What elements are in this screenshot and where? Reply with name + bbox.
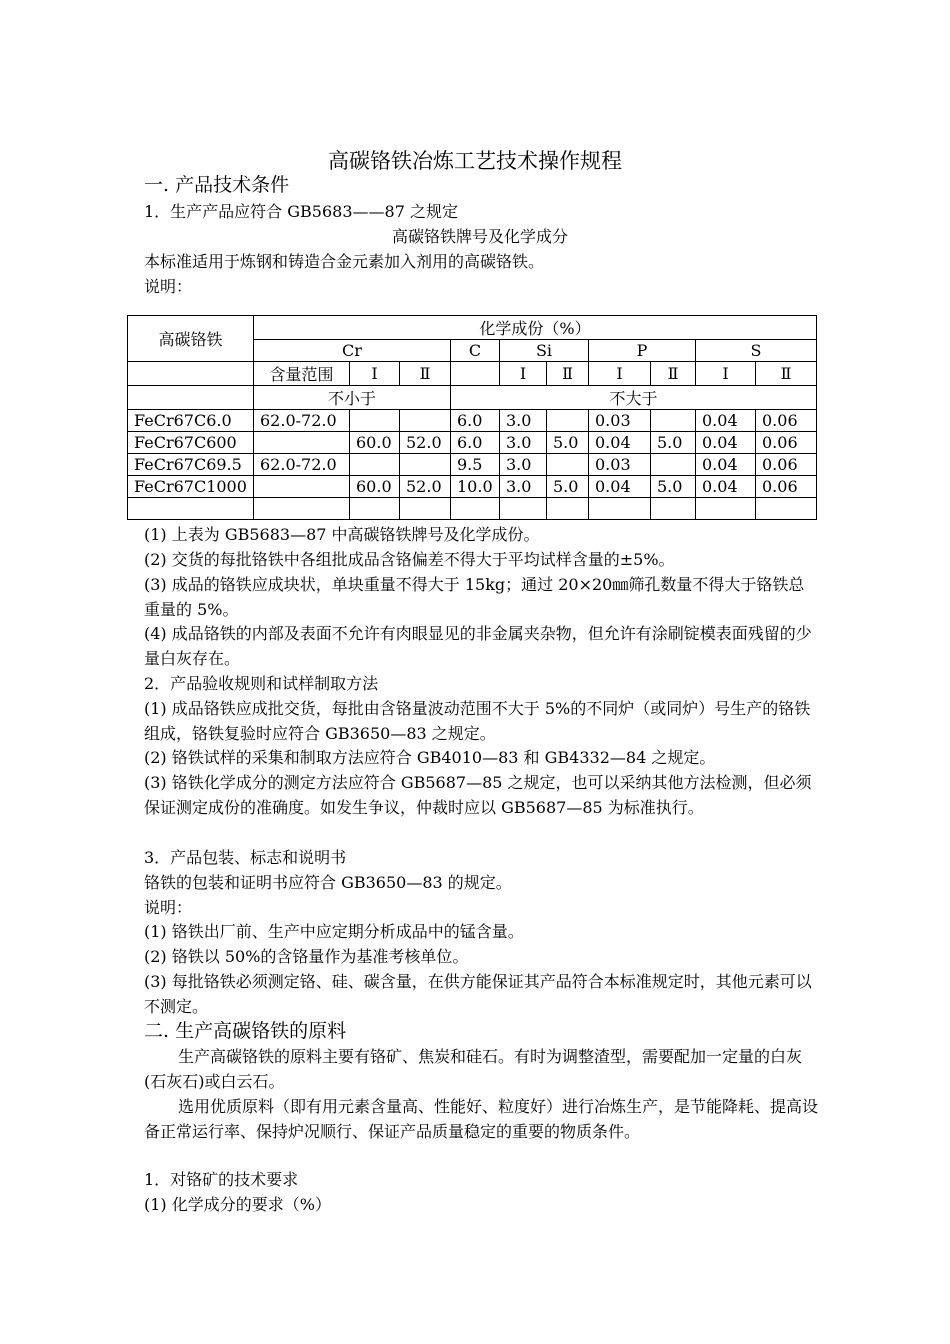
table-cell: 0.04 bbox=[589, 432, 651, 454]
table-row bbox=[128, 476, 817, 498]
section1-heading: 一. 产品技术条件 bbox=[144, 174, 290, 196]
table-cell: 10.0 bbox=[451, 476, 500, 498]
element-cr: Cr bbox=[254, 340, 451, 362]
table-cell bbox=[350, 498, 400, 520]
scope-text: 本标准适用于炼钢和铸造合金元素加入剂用的高碳铬铁。 bbox=[144, 252, 545, 271]
item3-text: 铬铁的包装和证明书应符合 GB3650—83 的规定。 bbox=[144, 873, 512, 892]
grade-name: FeCr67C1000 bbox=[128, 476, 254, 498]
item2-heading: 2．产品验收规则和试样制取方法 bbox=[144, 674, 379, 693]
table-cell: 0.04 bbox=[696, 476, 756, 498]
table-cell: 0.03 bbox=[589, 454, 651, 476]
si-grade1: Ⅰ bbox=[500, 362, 547, 386]
p-grade1: Ⅰ bbox=[589, 362, 651, 386]
table-row bbox=[128, 498, 817, 520]
table-cell: 52.0 bbox=[400, 476, 451, 498]
table-cell bbox=[547, 454, 589, 476]
table-cell bbox=[254, 432, 350, 454]
table-row bbox=[128, 432, 817, 454]
table-cell bbox=[651, 410, 696, 432]
table-cell bbox=[350, 454, 400, 476]
table-cell bbox=[128, 498, 254, 520]
not-more-than-label: 不大于 bbox=[451, 386, 817, 410]
s-grade2: Ⅱ bbox=[756, 362, 817, 386]
table-cell bbox=[589, 498, 651, 520]
element-si: Si bbox=[500, 340, 589, 362]
table-cell bbox=[500, 498, 547, 520]
table-cell bbox=[451, 498, 500, 520]
table-cell: 62.0-72.0 bbox=[254, 454, 350, 476]
item2-note2: (2) 铬铁试样的采集和制取方法应符合 GB4010—83 和 GB4332—84 之规定。 bbox=[144, 748, 716, 767]
grade-name: FeCr67C6.0 bbox=[128, 410, 254, 432]
si-grade2: Ⅱ bbox=[547, 362, 589, 386]
table-cell bbox=[651, 498, 696, 520]
table-cell: 0.04 bbox=[696, 432, 756, 454]
table-cell: 0.06 bbox=[756, 410, 817, 432]
section2-paragraph1: 生产高碳铬铁的原料主要有铬矿、焦炭和硅石。有时为调整渣型，需要配加一定量的白灰(石灰石)或白云石。 bbox=[144, 1047, 803, 1091]
grade-header: 高碳铬铁 bbox=[128, 316, 254, 362]
table-cell: 3.0 bbox=[500, 432, 547, 454]
table-cell: 5.0 bbox=[651, 432, 696, 454]
note1-1: (1) 上表为 GB5683—87 中高碳铬铁牌号及化学成份。 bbox=[144, 525, 540, 544]
table-cell bbox=[651, 454, 696, 476]
table-caption: 高碳铬铁牌号及化学成分 bbox=[391, 227, 568, 246]
table-cell bbox=[400, 410, 451, 432]
item3-heading: 3．产品包装、标志和说明书 bbox=[144, 848, 347, 867]
item3-note-label: 说明： bbox=[144, 898, 193, 917]
table-cell: 5.0 bbox=[547, 432, 589, 454]
element-p: P bbox=[589, 340, 696, 362]
not-less-than-label: 不小于 bbox=[254, 386, 451, 410]
element-c: C bbox=[451, 340, 500, 362]
note1-3: (3) 成品的铬铁应成块状，单块重量不得大于 15kg；通过 20×20㎜筛孔数量不得大于铬铁总重量的 5%。 bbox=[144, 575, 805, 619]
table-cell bbox=[254, 498, 350, 520]
composition-header: 化学成份（%） bbox=[254, 316, 817, 340]
table-cell: 3.0 bbox=[500, 410, 547, 432]
table-row bbox=[128, 454, 817, 476]
table-cell bbox=[547, 498, 589, 520]
table-cell: 6.0 bbox=[451, 432, 500, 454]
table-cell bbox=[350, 410, 400, 432]
note1-4: (4) 成品铬铁的内部及表面不允许有肉眼显见的非金属夹杂物，但允许有涂刷锭模表面残留的少量白灰存在。 bbox=[144, 624, 812, 668]
section2-item1: 1．对铬矿的技术要求 bbox=[144, 1170, 299, 1189]
table-cell: 9.5 bbox=[451, 454, 500, 476]
table-cell: 0.06 bbox=[756, 454, 817, 476]
item3-note1: (1) 铬铁出厂前、生产中应定期分析成品中的锰含量。 bbox=[144, 922, 524, 941]
grade-name: FeCr67C69.5 bbox=[128, 454, 254, 476]
table-cell: 60.0 bbox=[350, 432, 400, 454]
note1-2: (2) 交货的每批铬铁中各组批成品含铬偏差不得大于平均试样含量的±5%。 bbox=[144, 550, 675, 569]
element-s: S bbox=[696, 340, 817, 362]
table-cell: 60.0 bbox=[350, 476, 400, 498]
section2-paragraph2: 选用优质原料（即有用元素含量高、性能好、粒度好）进行冶炼生产，是节能降耗、提高设备正常运行率、保持炉况顺行、保证产品质量稳定的重要的物质条件。 bbox=[144, 1097, 819, 1141]
table-cell: 0.06 bbox=[756, 476, 817, 498]
table-cell: 0.04 bbox=[696, 454, 756, 476]
item2-note1: (1) 成品铬铁应成批交货，每批由含铬量波动范围不大于 5%的不同炉（或同炉）号生产的铬铁组成，铬铁复验时应符合 GB3650—83 之规定。 bbox=[144, 699, 811, 743]
table-cell: 0.06 bbox=[756, 432, 817, 454]
table-cell bbox=[547, 410, 589, 432]
table-cell bbox=[756, 498, 817, 520]
note-label: 说明： bbox=[144, 277, 193, 296]
table-cell bbox=[254, 476, 350, 498]
item2-note3: (3) 铬铁化学成分的测定方法应符合 GB5687—85 之规定，也可以采纳其他方法检测，但必须保证测定成份的准确度。如发生争议，仲裁时应以 GB5687—85 为标准执行。 bbox=[144, 773, 812, 817]
document-title: 高碳铬铁冶炼工艺技术操作规程 bbox=[328, 149, 622, 173]
table-cell: 3.0 bbox=[500, 476, 547, 498]
table-cell bbox=[696, 498, 756, 520]
section2-heading: 二. 生产高碳铬铁的原料 bbox=[144, 1020, 347, 1042]
table-cell: 5.0 bbox=[547, 476, 589, 498]
table-cell: 52.0 bbox=[400, 432, 451, 454]
table-cell: 0.04 bbox=[589, 476, 651, 498]
table-cell: 5.0 bbox=[651, 476, 696, 498]
range-header: 含量范围 bbox=[254, 362, 350, 386]
cr-grade2: Ⅱ bbox=[400, 362, 451, 386]
table-cell: 62.0-72.0 bbox=[254, 410, 350, 432]
table-cell bbox=[400, 498, 451, 520]
table-cell: 6.0 bbox=[451, 410, 500, 432]
table-cell bbox=[400, 454, 451, 476]
p-grade2: Ⅱ bbox=[651, 362, 696, 386]
table-cell bbox=[128, 362, 254, 386]
section1-item1: 1．生产产品应符合 GB5683——87 之规定 bbox=[144, 202, 458, 221]
grade-name: FeCr67C600 bbox=[128, 432, 254, 454]
table-row bbox=[128, 410, 817, 432]
item3-note3: (3) 每批铬铁必须测定铬、硅、碳含量，在供方能保证其产品符合本标准规定时，其他元素可以不测定。 bbox=[144, 972, 812, 1016]
table-cell bbox=[451, 362, 500, 386]
s-grade1: Ⅰ bbox=[696, 362, 756, 386]
section2-item1-sub: (1) 化学成分的要求（%） bbox=[144, 1195, 331, 1214]
table-cell: 0.04 bbox=[696, 410, 756, 432]
cr-grade1: Ⅰ bbox=[350, 362, 400, 386]
composition-table bbox=[127, 315, 817, 520]
table-cell: 0.03 bbox=[589, 410, 651, 432]
table-cell bbox=[128, 386, 254, 410]
table-cell: 3.0 bbox=[500, 454, 547, 476]
item3-note2: (2) 铬铁以 50%的含铬量作为基准考核单位。 bbox=[144, 947, 469, 966]
